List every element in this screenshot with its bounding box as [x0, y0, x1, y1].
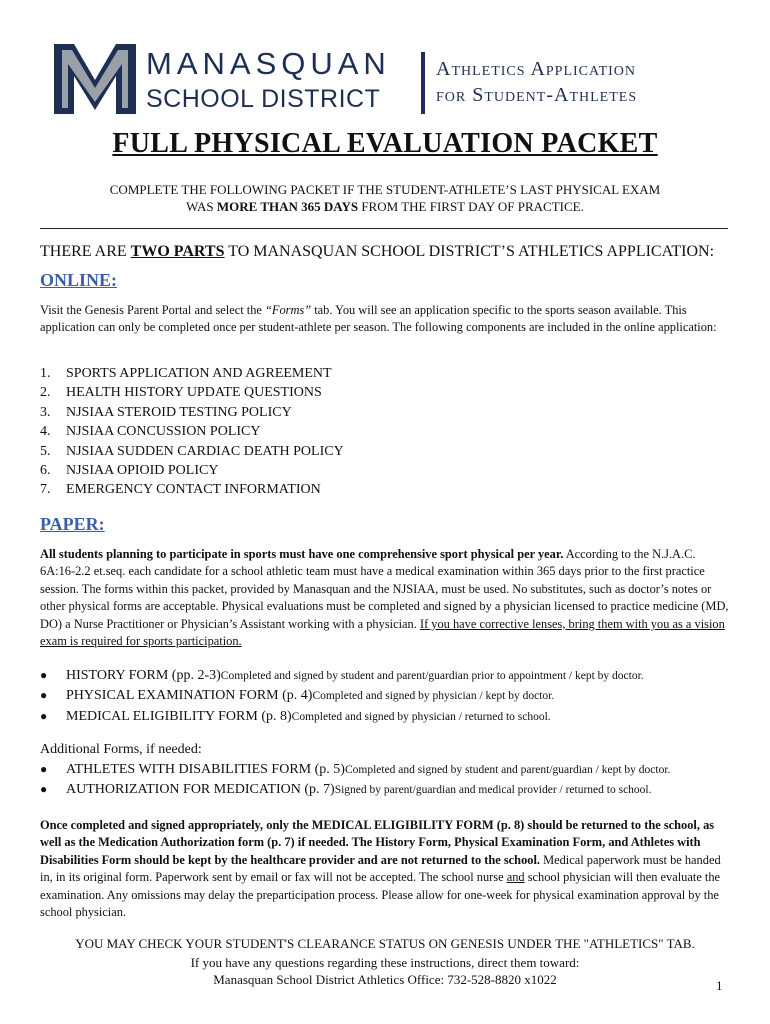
form-label: AUTHORIZATION FOR MEDICATION (p. 7) [66, 782, 335, 798]
form-note: Completed and signed by student and parent/guardian prior to appointment / kept by doctor. [220, 670, 644, 682]
letterhead [52, 40, 712, 120]
bullet-icon: ● [40, 782, 48, 797]
online-paragraph: Visit the Genesis Parent Portal and select the “Forms” tab. You will see an application specific to the sports season available. This application can only be completed once per student-athlete per season. The following components are included in the online application: [40, 303, 717, 335]
bullet-icon: ● [40, 708, 48, 723]
list-number: 5. [40, 443, 51, 459]
list-number: 7. [40, 482, 51, 498]
two-parts-heading: THERE ARE TWO PARTS TO MANASQUAN SCHOOL DISTRICT’S ATHLETICS APPLICATION: [40, 243, 715, 260]
additional-heading: Additional Forms, if needed: [40, 742, 202, 757]
divider [40, 228, 728, 229]
page-number: 1 [716, 978, 723, 993]
list-item-label: SPORTS APPLICATION AND AGREEMENT [66, 366, 332, 381]
additional-forms-list [40, 760, 670, 801]
form-label: HISTORY FORM (pp. 2-3) [66, 668, 221, 683]
clearance-note: YOU MAY CHECK YOUR STUDENT'S CLEARANCE STATUS ON GENESIS UNDER THE "ATHLETICS" TAB. [75, 936, 695, 951]
list-number: 3. [40, 404, 51, 420]
form-list-item [40, 780, 670, 800]
online-list-item [40, 422, 344, 441]
return-paragraph: Once completed and signed appropriately, only the MEDICAL ELIGIBILITY FORM (p. 8) should be returned to the school, as well as the Medication Authorization form (p. 7) if needed. The History Form, Physical Examination Form, and Athletes with Disabilities Form should be kept by the healthcare provider and are not returned to the school. Medical paperwork must be handed in, in its original form. Paperwork sent by email or fax will not be accepted. The school nurse and school physician will then evaluate the examination. Any omissions may delay the preparticipation process. Please allow for one-week for physical examination approval by the school physician. [40, 818, 721, 920]
form-list-item [40, 666, 644, 686]
m-logo-icon [52, 40, 138, 118]
contact-line: Manasquan School District Athletics Office: 732-528-8820 x1022 [213, 972, 557, 987]
form-label: MEDICAL ELIGIBILITY FORM (p. 8) [66, 708, 292, 724]
logo-subtitle: SCHOOL DISTRICT [146, 85, 381, 113]
online-components-list [40, 364, 344, 500]
online-heading: ONLINE: [40, 270, 118, 290]
list-item-label: EMERGENCY CONTACT INFORMATION [66, 482, 321, 498]
list-number: 4. [40, 424, 51, 440]
list-number: 6. [40, 463, 51, 479]
list-number: 2. [40, 385, 51, 401]
intro-line-1: COMPLETE THE FOLLOWING PACKET IF THE STUDENT-ATHLETE’S LAST PHYSICAL EXAM [109, 182, 661, 197]
form-label: PHYSICAL EXAMINATION FORM (p. 4) [66, 688, 313, 704]
page-title: FULL PHYSICAL EVALUATION PACKET [112, 128, 658, 159]
paper-heading: PAPER: [40, 514, 105, 534]
bullet-icon: ● [40, 668, 48, 682]
list-item-label: NJSIAA STEROID TESTING POLICY [66, 404, 292, 420]
online-list-item [40, 480, 344, 499]
online-list-item [40, 383, 344, 402]
online-list-item [40, 461, 344, 480]
list-item-label: NJSIAA SUDDEN CARDIAC DEATH POLICY [66, 443, 344, 459]
bullet-icon: ● [40, 762, 48, 776]
list-item-label: NJSIAA CONCUSSION POLICY [66, 424, 261, 440]
form-list-item [40, 707, 644, 727]
logo-title: MANASQUAN [146, 46, 391, 81]
paper-forms-list [40, 666, 644, 727]
form-note: Completed and signed by student and parent/guardian / kept by doctor. [344, 764, 671, 776]
header-divider [421, 52, 425, 114]
questions-note: If you have any questions regarding these instructions, direct them toward: [190, 955, 580, 970]
online-list-item [40, 442, 344, 461]
form-note: Completed and signed by physician / kept by doctor. [312, 690, 555, 703]
list-item-label: HEALTH HISTORY UPDATE QUESTIONS [66, 385, 322, 401]
form-label: ATHLETES WITH DISABILITIES FORM (p. 5) [66, 762, 345, 777]
form-note: Completed and signed by physician / returned to school. [291, 710, 551, 723]
bullet-icon: ● [40, 688, 48, 703]
form-note: Signed by parent/guardian and medical provider / returned to school. [334, 784, 652, 797]
form-list-item [40, 760, 670, 780]
tagline-2: for Student-Athletes [436, 84, 638, 106]
online-list-item [40, 364, 344, 383]
intro-line-2: WAS MORE THAN 365 DAYS FROM THE FIRST DAY OF PRACTICE. [186, 199, 584, 214]
form-list-item [40, 686, 644, 706]
tagline-1: Athletics Application [436, 58, 637, 80]
online-list-item [40, 403, 344, 422]
list-number: 1. [40, 366, 51, 381]
paper-paragraph: All students planning to participate in sports must have one comprehensive sport physical per year. According to the N.J.A.C. 6A:16-2.2 et.seq. each candidate for a school athletic team must have a medical examination within 365 days prior to the first practice session. The forms within this packet, provided by Manasquan and the NJSIAA, must be used. No substitutes, such as doctor’s notes or other physical forms are acceptable. Physical evaluations must be completed and signed by a physician licensed to practice medicine (MD, DO) a Nurse Practitioner or Physician’s Assistant working with a physician. If you have corrective lenses, bring them with you as a vision exam is required for sports participation. [40, 547, 729, 649]
list-item-label: NJSIAA OPIOID POLICY [66, 463, 219, 479]
